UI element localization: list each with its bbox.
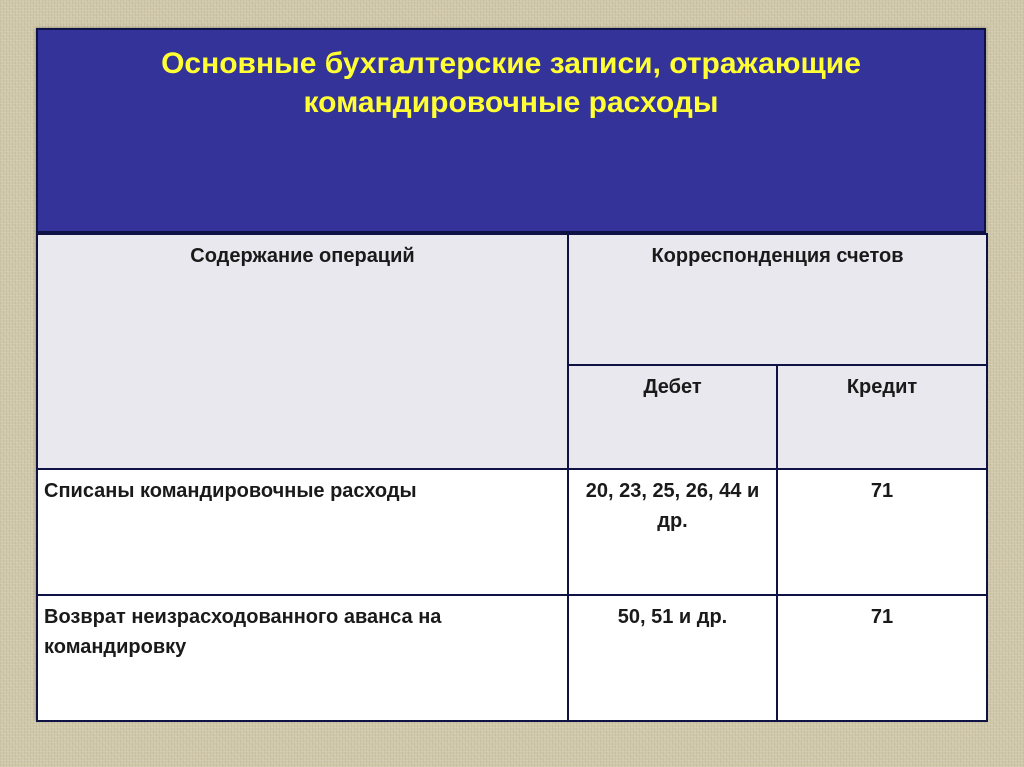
operation-text: Возврат неизрасходованного аванса на командировку — [44, 606, 442, 658]
table-header-row — [37, 234, 987, 365]
credit-account: 71 — [870, 606, 894, 628]
credit-cell — [777, 469, 987, 595]
debit-cell — [568, 469, 777, 595]
header-correspondence-cell — [568, 234, 987, 365]
header-debit: Дебет — [643, 376, 702, 398]
credit-cell — [777, 595, 987, 721]
table-row — [37, 595, 987, 721]
accounting-entries-table — [36, 233, 988, 722]
header-debit-cell — [568, 365, 777, 469]
debit-accounts: 50, 51 и др. — [617, 606, 728, 628]
operation-cell — [37, 595, 568, 721]
debit-cell — [568, 595, 777, 721]
header-operation: Содержание операций — [190, 245, 415, 267]
header-credit-cell — [777, 365, 987, 469]
debit-accounts: 20, 23, 25, 26, 44 и др. — [585, 480, 760, 532]
operation-cell — [37, 469, 568, 595]
slide — [36, 28, 986, 720]
credit-account: 71 — [870, 480, 894, 502]
slide-title: Основные бухгалтерские записи, отражающие командировочные расходы — [161, 47, 861, 119]
header-operation-cell — [37, 234, 568, 469]
header-credit: Кредит — [846, 376, 918, 398]
table-row — [37, 469, 987, 595]
operation-text: Списаны командировочные расходы — [44, 480, 417, 502]
header-correspondence: Корреспонденция счетов — [651, 245, 904, 267]
title-block — [36, 28, 986, 233]
